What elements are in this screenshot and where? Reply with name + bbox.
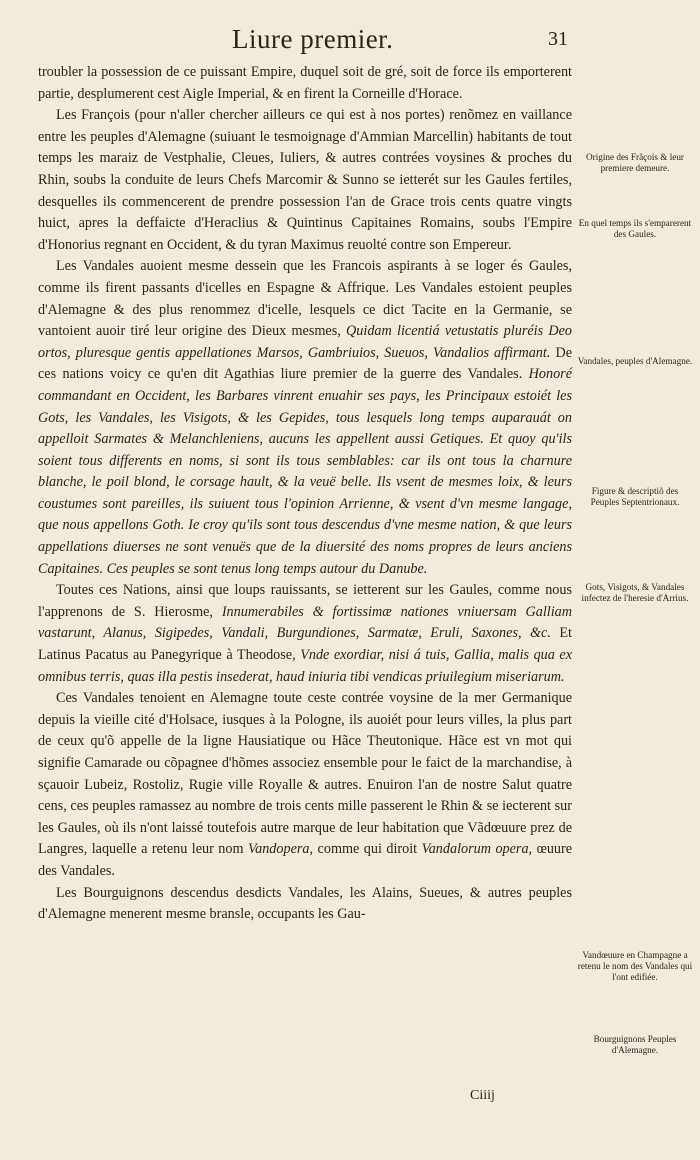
main-text-block: [38, 62, 572, 926]
latin-quote-pacatus: Vnde exordiar, nisi á tuis, Gallia, malis qua ex omnibus terris, quas illa pestis insederat, haud iniuria tibi vendicas priuilegium miseriarum.: [38, 647, 573, 685]
quote-agathias: Honoré commandant en Occident, les Barbares vinrent enuahir ses pays, les Principaux estoiét les Gots, les Vandales, les Visigots, & les Gepides, tous lesquels long temps auparauát on appelloit Sarmates & Melanchleniens, aucuns les appellent aussi Getiques. Et quoy qu'ils soient tous differents en noms, si sont ils tous semblables: car ils ont tous la charnure blanche, le poil blond, le corsage hault, & la veuë belle. Ils vsent de mesmes loix, & leurs coustumes sont pareilles, ils suiuent tous l'opinion Arrienne, & vsent d'vn mesme langage, que nous appellons Goth. Ie croy qu'ils sont tous descendus d'vne mesme nation, & que leurs appellations diuerses ne sont venuës que de la diuersité des noms propres de leurs anciens Capitaines. Ces peuples se sont tenus long temps autour du Danube.: [38, 366, 573, 577]
paragraph-5: Ces Vandales tenoient en Alemagne toute ceste contrée voysine de la mer Germanique depuis la vieille cité d'Holsace, iusques à la Pologne, ils auoiét pour leurs villes, la plus part de ceux qu'õ appelle de la ligne Hausiatique ou Hãce Theutonique. Hãce est vn mot qui signifie Camarade ou cõpagnee d'hõmes associez ensemble pour le faict de la marchandise, à sçauoir Lubeiz, Rostoliz, Rugie ville Royalle & autres. Enuiron l'an de nostre Salut quatre cens, ces peuples ramassez au nombre de trois cents mille passerent le Rhin & se iecterent sur les Gaules, où ils n'ont laissé toutefois autre marque de leur habitation que Vãdœuure prez de Langres, laquelle a retenu leur nom Vandopera, comme qui diroit Vandalorum opera, œuure des Vandales.: [38, 690, 573, 879]
margin-note-temps: En quel temps ils s'emparerent des Gaules.: [578, 218, 692, 239]
page-header: [0, 24, 700, 64]
paragraph-2: Les François (pour n'aller chercher ailleurs ce qui est à nos portes) renõmez en vaillance entre les peuples d'Alemagne (suiuant le tesmoignage d'Ammian Marcellin) habitants de tout temps les maraiz de Vestphalie, Cleues, Iuliers, & autres contrées voysines & proches du Rhin, soubs la conduite de leurs Chefs Marcomir & Sunno se ietterét sur les Gaules fertiles, desquelles ils commencerent de prendre possession l'an de Grace trois cents quatre vingts huict, apres la deffaicte d'Heraclius & Quintinus Capitaines Romains, soubs l'Empire d'Honorius regnant en Occident, & du tyran Maximus reuolté contre son Empereur.: [38, 107, 572, 253]
paragraph-4: Toutes ces Nations, ainsi que loups rauissants, se ietterent sur les Gaules, comme nous l'apprenons de S. Hierosme, Innumerabiles & fortissimæ nationes vniuersam Galliam vastarunt, Alanus, Sigipedes, Vandali, Burgundiones, Sarmatæ, Eruli, Saxones, &c. Et Latinus Pacatus au Panegyrique à Theodose, Vnde exordiar, nisi á tuis, Gallia, malis qua ex omnibus terris, quas illa pestis insederat, haud iniuria tibi vendicas priuilegium miseriarum.: [38, 582, 573, 685]
margin-note-figure: Figure & descriptiõ des Peuples Septentrionaux.: [590, 486, 680, 507]
latin-quote-hierosme: Innumerabiles & fortissimæ nationes vniuersam Galliam vastarunt, Alanus, Sigipedes, Vandali, Burgundiones, Sarmatæ, Eruli, Saxones, &c.: [38, 603, 572, 642]
running-title: Liure premier.: [232, 24, 394, 54]
margin-note-bourguignons: Bourguignons Peuples d'Alemagne.: [593, 1034, 677, 1055]
margin-note-vandales: Vandales, peuples d'Alemagne.: [577, 356, 693, 366]
catchword: Ciiij: [470, 1088, 495, 1103]
paragraph-6: Les Bourguignons descendus desdicts Vandales, les Alains, Sueues, & autres peuples d'Alemagne menerent mesme bransle, occupants les Gau-: [38, 884, 572, 923]
latin-quote-tacitus: Quidam licentiá vetustatis pluréis Deo ortos, pluresque gentis appellationes Marsos, Gambriuios, Sueuos, Vandalios affirmant.: [38, 323, 573, 361]
paragraph-1: troubler la possession de ce puissant Empire, duquel soit de gré, soit de force ils emporterent partie, desplumerent cest Aigle Imperial, & en firent la Corneille d'Horace.: [38, 64, 572, 102]
paragraph-3: Les Vandales auoient mesme dessein que les Francois aspirants à se loger és Gaules, comme ils firent passants d'icelles en Espagne & Affrique. Les Vandales estoient peuples d'Alemagne & des plus renommez d'icelle, lesquels ce dict Tacite en la Germanie, se vantoient auoir tiré leur origine des Dieux mesmes, Quidam licentiá vetustatis pluréis Deo ortos, pluresque gentis appellationes Marsos, Gambriuios, Sueuos, Vandalios affirmant. De ces nations voicy ce qu'en dit Agathias liure premier de la guerre des Vandales. Honoré commandant en Occident, les Barbares vinrent enuahir ses pays, les Principaux estoiét les Gots, les Vandales, les Visigots, & les Gepides, tous lesquels long temps auparauát on appelloit Sarmates & Melanchleniens, aucuns les appellent aussi Getiques. Et quoy qu'ils soient tous differents en noms, si sont ils tous semblables: car ils ont tous la charnure blanche, le poil blond, le corsage hault, & la veuë belle. Ils vsent de mesmes loix, & leurs coustumes sont pareilles, ils suiuent tous l'opinion Arrienne, & vsent d'vn mesme langage, que nous appellons Goth. Ie croy qu'ils sont tous descendus d'vne mesme nation, & que leurs appellations diuerses ne sont venuës que de la diuersité des noms propres de leurs anciens Capitaines. Ces peuples se sont tenus long temps autour du Danube.: [38, 258, 573, 577]
margin-note-vandoeuure: Vandœuure en Champagne a retenu le nom des Vandales qui l'ont edifiée.: [577, 950, 693, 982]
margin-note-gots: Gots, Visigots, & Vandales infectez de l'heresie d'Arrius.: [581, 582, 689, 603]
margin-note-origine: Origine des Frãçois & leur premiere demeure.: [586, 152, 684, 173]
page-number: 31: [548, 28, 568, 50]
